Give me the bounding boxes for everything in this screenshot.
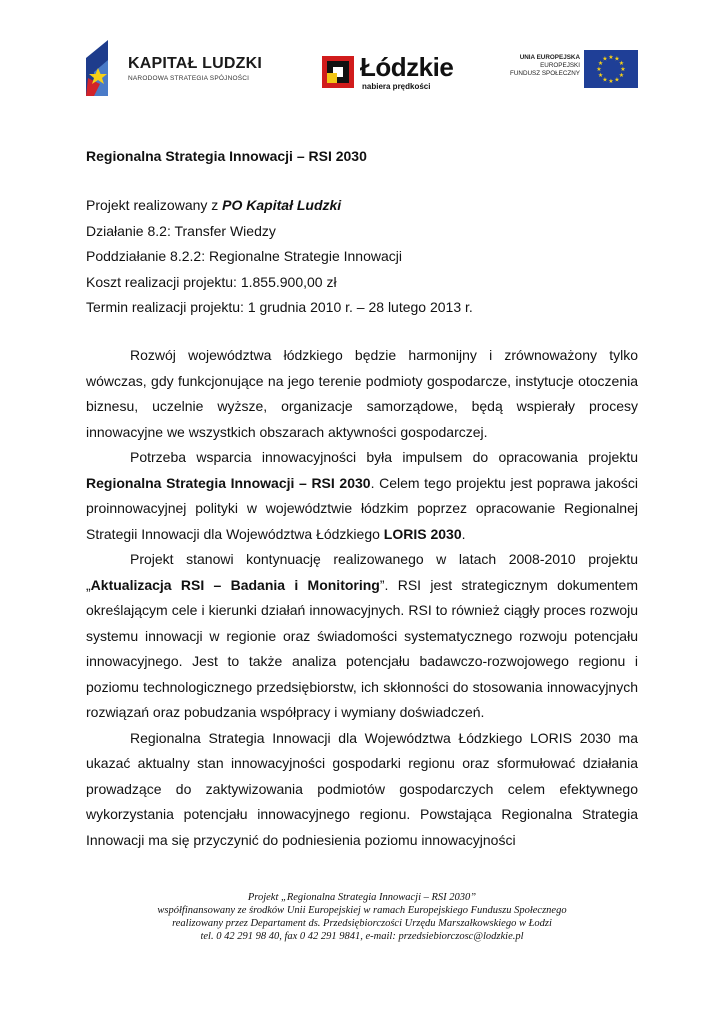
eu-flag-icon (584, 50, 638, 88)
project-program-line (86, 193, 473, 219)
eu-star-icon: ★ (597, 73, 604, 79)
lodzkie-title: Łódzkie (360, 52, 454, 82)
eu-star-icon: ★ (618, 73, 625, 79)
paragraph-3-text-a: Projekt stanowi kontynuację realizowanego w latach 2008-2010 projektu „ (86, 551, 638, 593)
paragraph-2-text-c: . Celem tego projektu jest poprawa jakości proinnowacyjnej polityki w województwie łódzkim poprzez opracowanie Regionalnej Strategii Innowacji dla Województwa Łódzkiego (86, 474, 638, 542)
eu-star-icon: ★ (614, 77, 620, 84)
eu-line-2: EUROPEJSKI (540, 62, 580, 69)
lodzkie-mark-icon (322, 56, 354, 88)
eu-star-icon: ★ (602, 56, 608, 63)
eu-text (496, 54, 580, 78)
lodzkie-logo (322, 52, 462, 96)
eu-star-icon: ★ (614, 56, 620, 63)
project-program: PO Kapitał Ludzki (222, 197, 342, 213)
eu-star-icon: ★ (620, 67, 626, 73)
eu-star-icon: ★ (608, 79, 614, 85)
project-term: Termin realizacji projektu: 1 grudnia 2010 r. – 28 lutego 2013 r. (86, 299, 473, 316)
paragraph-2 (86, 445, 638, 547)
footer-line-2: współfinansowany ze środków Unii Europejskiej w ramach Europejskiego Funduszu Społecznego (157, 905, 567, 916)
kapital-ludzki-emblem-icon (84, 38, 124, 98)
eu-star-icon: ★ (608, 55, 614, 61)
project-subaction: Poddziałanie 8.2.2: Regionalne Strategie Innowacji (86, 248, 402, 265)
paragraph-2-project-name: Regionalna Strategia Innowacji – RSI 2030 (86, 474, 371, 491)
document-body (86, 343, 638, 853)
paragraph-4: Regionalna Strategia Innowacji dla Województwa Łódzkiego LORIS 2030 ma ukazać aktualny stan innowacyjności gospodarki regionu oraz sformułować działania prowadzące do zaktywizowania podmiotów gospodarczych celem efektywnego wykorzystania potencjału innowacyjnego regionu. Powstająca Regionalna Strategia Innowacji ma się przyczynić do podniesienia poziomu innowacyjności (86, 729, 638, 848)
paragraph-2-text-e: . (461, 525, 466, 542)
eu-line-3: FUNDUSZ SPOŁECZNY (510, 70, 580, 77)
paragraph-3 (86, 547, 638, 726)
header-logos (84, 38, 640, 100)
paragraph-3-text-c: ”. RSI jest strategicznym dokumentem określającym cele i kierunki działań innowacyjnych. RSI to również ciągły proces rozwoju systemu innowacji w regionie oraz świadomości systematycznego rozwoju potencjału innowacyjnego. Jest to także analiza potencjału badawczo-rozwojowego regionu i poziomu technologicznego przedsiębiorstw, ich skłonności do stosowania innowacyjnych rozwiązań oraz pobudzania współpracy i wymiany doświadczeń. (86, 576, 638, 720)
footer-line-1: Projekt „Regionalna Strategia Innowacji – RSI 2030” (247, 892, 477, 903)
kapital-ludzki-logo (84, 38, 264, 98)
footer-line-4: tel. 0 42 291 98 40, fax 0 42 291 9841, e-mail: przedsiebiorczosc@lodzkie.pl (200, 931, 524, 942)
project-info (86, 193, 473, 321)
eu-star-icon: ★ (618, 61, 625, 67)
eu-logo (496, 50, 640, 96)
lodzkie-subtitle: nabiera prędkości (362, 82, 431, 91)
document-title: Regionalna Strategia Innowacji – RSI 2030 (86, 148, 367, 164)
paragraph-2-text-a: Potrzeba wsparcia innowacyjności była impulsem do opracowania projektu (130, 449, 638, 465)
eu-star-icon: ★ (596, 67, 602, 73)
paragraph-3-project-name: Aktualizacja RSI – Badania i Monitoring (90, 576, 380, 593)
kapital-ludzki-subtitle: NARODOWA STRATEGIA SPÓJNOŚCI (128, 75, 250, 82)
eu-star-icon: ★ (597, 61, 604, 67)
eu-line-1: UNIA EUROPEJSKA (519, 54, 580, 61)
project-cost: Koszt realizacji projektu: 1.855.900,00 zł (86, 273, 337, 290)
paragraph-1: Rozwój województwa łódzkiego będzie harmonijny i zrównoważony tylko wówczas, gdy funkcjonujące na jego terenie podmioty gospodarcze, instytucje otoczenia biznesu, uczelnie wyższe, organizacje samorządowe, będą wspierały procesy innowacyjne we wszystkich obszarach aktywności gospodarczej. (86, 347, 638, 440)
kapital-ludzki-title: KAPITAŁ LUDZKI (128, 55, 263, 72)
footer-line-3: realizowany przez Departament ds. Przedsiębiorczości Urzędu Marszałkowskiego w Łodzi (172, 918, 552, 929)
page-footer (62, 891, 662, 943)
project-prefix: Projekt realizowany z (86, 197, 223, 213)
paragraph-2-loris: LORIS 2030 (383, 525, 462, 542)
project-action: Działanie 8.2: Transfer Wiedzy (86, 222, 276, 239)
eu-star-icon: ★ (602, 77, 608, 84)
